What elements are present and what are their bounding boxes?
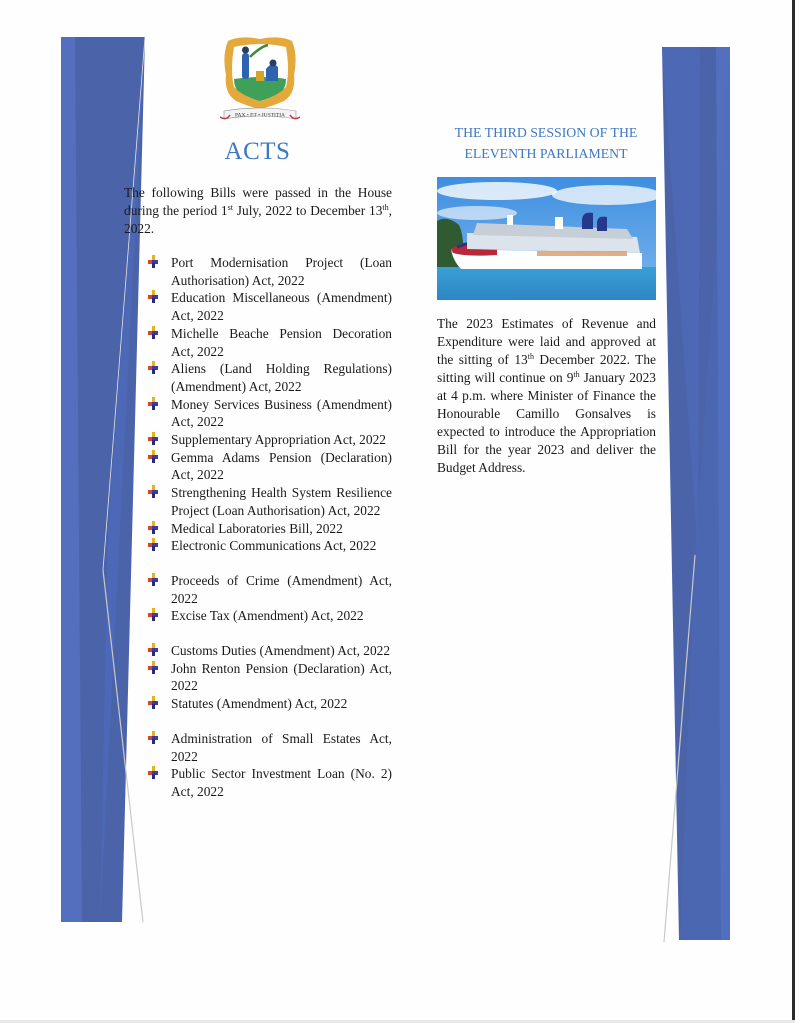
pushpin-bullet-icon [147,696,160,709]
bill-title: Aliens (Land Holding Regulations) (Amendment) Act, 2022 [171,361,392,394]
acts-heading: ACTS [224,138,291,165]
pushpin-bullet-icon [147,521,160,534]
bill-list-item [147,572,392,607]
intro-superscript: st [227,203,233,212]
estimates-superscript: th [573,370,580,379]
pushpin-bullet-icon [147,538,160,551]
pushpin-bullet-icon [147,643,160,656]
bill-list-item [147,695,392,713]
session-heading-line: ELEVENTH PARLIAMENT [464,146,628,161]
pushpin-bullet-icon [147,573,160,586]
pushpin-bullet-icon [147,397,160,410]
cruise-ship-photo [437,177,656,300]
bill-list-item [147,396,392,431]
bill-title: Strengthening Health System Resilience Project (Loan Authorisation) Act, 2022 [171,485,392,518]
bill-list-item [147,642,392,660]
bill-title: Gemma Adams Pension (Declaration) Act, 2022 [171,449,392,483]
pushpin-bullet-icon [147,661,160,674]
pushpin-bullet-icon [147,766,160,779]
bill-list-item [147,607,392,625]
right-blue-panel [662,47,730,942]
estimates-text: January 2023 at 4 p.m. where Minister of Finance the Honourable Camillo Gonsalves is expected to introduce the Appropriation Bill for the year 2023 and deliver the Budget Address. [437,370,656,475]
pushpin-bullet-icon [147,326,160,339]
left-blue-panel [61,37,145,922]
intro-text: July, 2022 to December 13 [232,203,383,218]
bill-list-item [147,520,392,538]
bill-list-item [147,449,392,484]
pushpin-bullet-icon [147,731,160,744]
pushpin-bullet-icon [147,432,160,445]
pushpin-bullet-icon [147,450,160,463]
bill-title: Education Miscellaneous (Amendment) Act, 2022 [171,290,392,324]
bill-title: Customs Duties (Amendment) Act, 2022 [171,643,391,659]
bill-title: Statutes (Amendment) Act, 2022 [171,696,348,712]
pushpin-bullet-icon [147,485,160,498]
crest-motto: PAX • ET • JUSTITIA [235,112,285,119]
bills-list [147,254,392,801]
budget-estimates-paragraph [437,315,656,477]
bill-title: Administration of Small Estates Act, 2022 [171,730,392,764]
bill-title: Supplementary Appropriation Act, 2022 [171,432,386,448]
estimates-text: December 2022. The sitting will continue on 9 [437,352,656,385]
bill-title: Excise Tax (Amendment) Act, 2022 [171,608,364,624]
bill-title: John Renton Pension (Declaration) Act, 2022 [171,660,392,694]
bill-title: Electronic Communications Act, 2022 [171,538,377,554]
pushpin-bullet-icon [147,361,160,374]
estimates-superscript: th [527,352,534,361]
bill-list-item [147,660,392,695]
bill-title: Proceeds of Crime (Amendment) Act, 2022 [171,572,392,606]
bill-title: Public Sector Investment Loan (No. 2) Act, 2022 [171,766,392,799]
bill-list-item [147,765,392,800]
bill-list-item [147,537,392,555]
pushpin-bullet-icon [147,255,160,268]
bill-list-item [147,730,392,765]
pushpin-bullet-icon [147,290,160,303]
bill-list-item [147,254,392,289]
bill-title: Money Services Business (Amendment) Act, 2022 [171,396,392,430]
coat-of-arms-icon [220,35,300,123]
acts-intro-paragraph [124,184,392,238]
session-heading [436,122,656,164]
bill-list-item [147,431,392,449]
intro-superscript: th [382,203,389,212]
bill-title: Michelle Beache Pension Decoration Act, 2022 [171,325,392,359]
bill-list-item [147,360,392,395]
intro-text: The following Bills were passed in the House during the period 1 [124,185,392,218]
bill-list-item [147,289,392,324]
session-heading-line: THE THIRD SESSION OF THE [454,125,638,140]
bill-title: Medical Laboratories Bill, 2022 [171,520,343,536]
intro-text: , 2022. [124,203,392,236]
bill-title: Port Modernisation Project (Loan Authorisation) Act, 2022 [171,255,392,288]
bill-list-item [147,484,392,519]
estimates-text: The 2023 Estimates of Revenue and Expenditure were laid and approved at the sitting of 13 [437,316,656,367]
pushpin-bullet-icon [147,608,160,621]
bill-list-item [147,325,392,360]
